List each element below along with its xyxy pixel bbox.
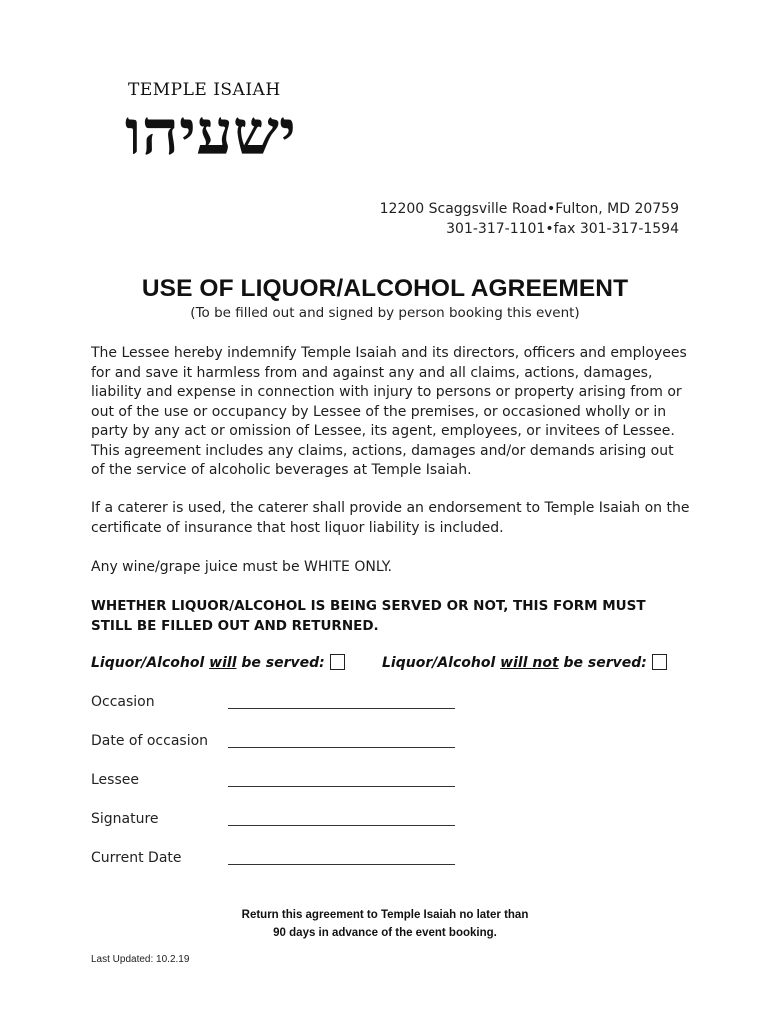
will-be-served-emphasis: will xyxy=(209,655,237,671)
last-updated: Last Updated: 10.2.19 xyxy=(91,954,190,965)
temple-isaiah-logo xyxy=(118,80,303,180)
will-be-served-option xyxy=(91,654,345,671)
signature-label: Signature xyxy=(91,811,159,827)
wine-paragraph: Any wine/grape juice must be WHITE ONLY. xyxy=(91,559,392,575)
occasion-field[interactable] xyxy=(228,692,455,709)
will-be-served-prefix: Liquor/Alcohol xyxy=(91,655,210,671)
will-not-be-served-emphasis: will not xyxy=(500,655,559,671)
address-block xyxy=(380,199,679,239)
caterer-paragraph: If a caterer is used, the caterer shall provide an endorsement to Temple Isaiah on the certificate of insurance that host liquor liability is included. xyxy=(91,500,690,536)
indemnity-paragraph: The Lessee hereby indemnify Temple Isaiah and its directors, officers and employees for and save it harmless from and against any and all claims, actions, damages, liability and expense in connection with injury to persons or property arising from or out of the use or occupancy by Lessee of the premises, or occasioned wholly or in party by any act or omission of Lessee, its agent, employees, or invitees of Lessee. This agreement includes any claims, actions, damages and/or demands arising out of the service of alcoholic beverages at Temple Isaiah. xyxy=(91,345,687,478)
lessee-label: Lessee xyxy=(91,772,139,788)
will-be-served-checkbox[interactable] xyxy=(330,654,345,670)
document-subtitle: (To be filled out and signed by person booking this event) xyxy=(190,305,580,321)
signature-field[interactable] xyxy=(228,809,455,826)
will-not-be-served-option xyxy=(382,654,667,671)
address-line: 12200 Scaggsville Road•Fulton, MD 20759 xyxy=(379,201,679,217)
will-not-be-served-checkbox[interactable] xyxy=(652,654,667,670)
will-be-served-suffix: be served: xyxy=(236,655,325,671)
document-title: USE OF LIQUOR/ALCOHOL AGREEMENT xyxy=(141,275,629,302)
logo-title: TEMPLE ISAIAH xyxy=(128,80,281,100)
return-instructions xyxy=(0,906,770,942)
will-not-be-served-suffix: be served: xyxy=(558,655,647,671)
current-date-label: Current Date xyxy=(91,850,182,866)
return-warning: WHETHER LIQUOR/ALCOHOL IS BEING SERVED OR NOT, THIS FORM MUST STILL BE FILLED OUT AND RETURNED. xyxy=(91,598,646,634)
occasion-label: Occasion xyxy=(91,694,155,710)
date-of-occasion-label: Date of occasion xyxy=(91,733,209,749)
return-instructions-line1: Return this agreement to Temple Isaiah no later than xyxy=(241,909,529,921)
logo-hebrew-lettering: ישעיהו xyxy=(124,96,297,169)
return-instructions-line2: 90 days in advance of the event booking. xyxy=(273,927,497,939)
will-not-be-served-prefix: Liquor/Alcohol xyxy=(382,655,501,671)
current-date-field[interactable] xyxy=(228,848,455,865)
date-of-occasion-field[interactable] xyxy=(228,731,455,748)
phone-fax-line: 301-317-1101•fax 301-317-1594 xyxy=(446,221,679,237)
lessee-field[interactable] xyxy=(228,770,455,787)
